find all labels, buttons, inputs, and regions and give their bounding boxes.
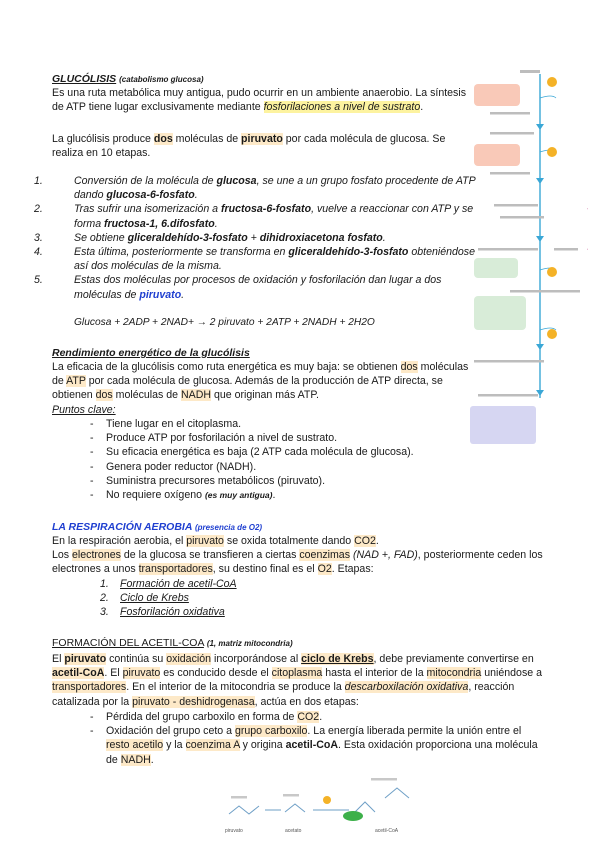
list-item: - Tiene lugar en el citoplasma.	[52, 417, 472, 431]
acetil-coa-figure	[225, 776, 415, 842]
step-4: 4. Esta última, posteriormente se transforma en gliceraldehído-3-fosfato obteniéndose así dos moléculas de la misma.	[34, 246, 475, 273]
figure-text-placeholders	[231, 778, 397, 799]
puntos-clave-list	[52, 417, 472, 502]
glucolisis-steps	[34, 174, 477, 302]
atp-icon	[547, 267, 557, 277]
list-item: - No requiere oxígeno (es muy antigua).	[52, 488, 472, 502]
step-1: 1. Conversión de la molécula de glucosa, se une a un grupo fosfato procedente de ATP dando glucosa-6-fosfato.	[34, 175, 476, 202]
aerobia-heading: LA RESPIRACIÓN AEROBIA (presencia de O2)	[52, 521, 263, 533]
arrow-icon	[536, 236, 544, 242]
step-box	[474, 258, 518, 278]
list-item: - Produce ATP por fosforilación a nivel de sustrato.	[52, 431, 472, 445]
puntos-clave-label: Puntos clave:	[52, 404, 116, 416]
glucolisis-equation: Glucosa + 2ADP + 2NAD+ → 2 piruvato + 2ATP + 2NADH + 2H2O	[74, 317, 375, 328]
glucolisis-intro: Es una ruta metabólica muy antigua, pudo ocurrir en un ambiente anaerobio. La síntesis de ATP tiene lugar exclusivamente mediante fosforilaciones a nivel de sustrato.	[52, 87, 466, 114]
list-item: 1. Formación de acetil-CoA	[100, 578, 237, 590]
aerobia-etapas	[52, 577, 472, 620]
nadh-icon	[323, 796, 331, 804]
step-3: 3. Se obtiene gliceraldehído-3-fosfato + dihidroxiacetona fosfato.	[34, 231, 386, 244]
glucolisis-paragraph-2: La glucólisis produce dos moléculas de piruvato por cada molécula de glucosa. Se realiza en 10 etapas.	[52, 133, 446, 160]
list-item: - Su eficacia energética es baja (2 ATP cada molécula de glucosa).	[52, 445, 472, 459]
atp-icon	[547, 147, 557, 157]
list-item: - Pérdida del grupo carboxilo en forma de CO2.	[52, 710, 547, 724]
step-box	[474, 144, 520, 166]
list-item: - Oxidación del grupo ceto a grupo carboxilo. La energía liberada permite la unión entre el resto acetilo y la coenzima A y origina acetil-CoA. Esta oxidación proporciona una molécula de NADH.	[52, 724, 547, 767]
step-5: 5. Estas dos moléculas por procesos de oxidación y fosforilación dan lugar a dos moléculas de piruvato.	[34, 274, 442, 301]
acetil-paragraph: El piruvato continúa su oxidación incorporándose al ciclo de Krebs, debe previamente convertirse en acetil-CoA. El piruvato es conducido desde el citoplasma hasta el interior de la mitocondria uniéndose a transportadores. En el interior de la mitocondria se produce la descarboxilación oxidativa, reacción catalizada por la piruvato - deshidrogenasa, actúa en dos etapas:	[52, 653, 542, 708]
rendimiento-paragraph: La eficacia de la glucólisis como ruta energética es muy baja: se obtienen dos moléculas de ATP por cada molécula de glucosa. Además de la producción de ATP directa, se obtienen dos moléculas de NADH que originan más ATP.	[52, 361, 469, 402]
arrow-icon	[536, 344, 544, 350]
rendimiento-heading: Rendimiento energético de la glucólisis	[52, 347, 250, 359]
list-item: 3. Fosforilación oxidativa	[100, 606, 225, 619]
step-2: 2. Tras sufrir una isomerización a fructosa-6-fosfato, vuelve a reaccionar con ATP y se forma fructosa-1, 6.difosfato.	[34, 203, 474, 230]
acetil-steps	[52, 710, 547, 767]
step-box	[474, 84, 520, 106]
arrow-icon	[536, 178, 544, 184]
pathway-svg	[470, 68, 588, 408]
list-item: - Genera poder reductor (NADH).	[52, 460, 472, 474]
reaction-lines	[229, 788, 409, 814]
label-acetato: acetato	[285, 828, 302, 834]
acetil-heading: FORMACIÓN DEL ACETIL-COA (1, matriz mitocondria)	[52, 637, 293, 649]
glycolysis-pathway-diagram	[470, 68, 588, 408]
coa-icon	[343, 811, 363, 821]
diagram-text-placeholders	[474, 70, 580, 397]
atp-icon	[547, 77, 557, 87]
aerobia-paragraph: En la respiración aerobia, el piruvato se oxida totalmente dando CO2. Los electrones de la glucosa se transfieren a ciertas coenzimas (NAD +, FAD), posteriormente ceden los electrones a unos transportadores, su destino final es el O2. Etapas:	[52, 535, 543, 576]
list-item: 2. Ciclo de Krebs	[100, 592, 189, 605]
list-item: - Suministra precursores metabólicos (piruvato).	[52, 474, 472, 488]
label-acetil-coa: acetil-CoA	[375, 828, 399, 834]
step-box	[470, 406, 536, 444]
arrow-icon	[536, 124, 544, 130]
side-arrow	[540, 96, 556, 98]
step-box	[474, 296, 526, 330]
label-piruvato: piruvato	[225, 828, 243, 834]
glucolisis-heading: GLUCÓLISIS (catabolismo glucosa)	[52, 73, 204, 85]
atp-icon	[547, 329, 557, 339]
